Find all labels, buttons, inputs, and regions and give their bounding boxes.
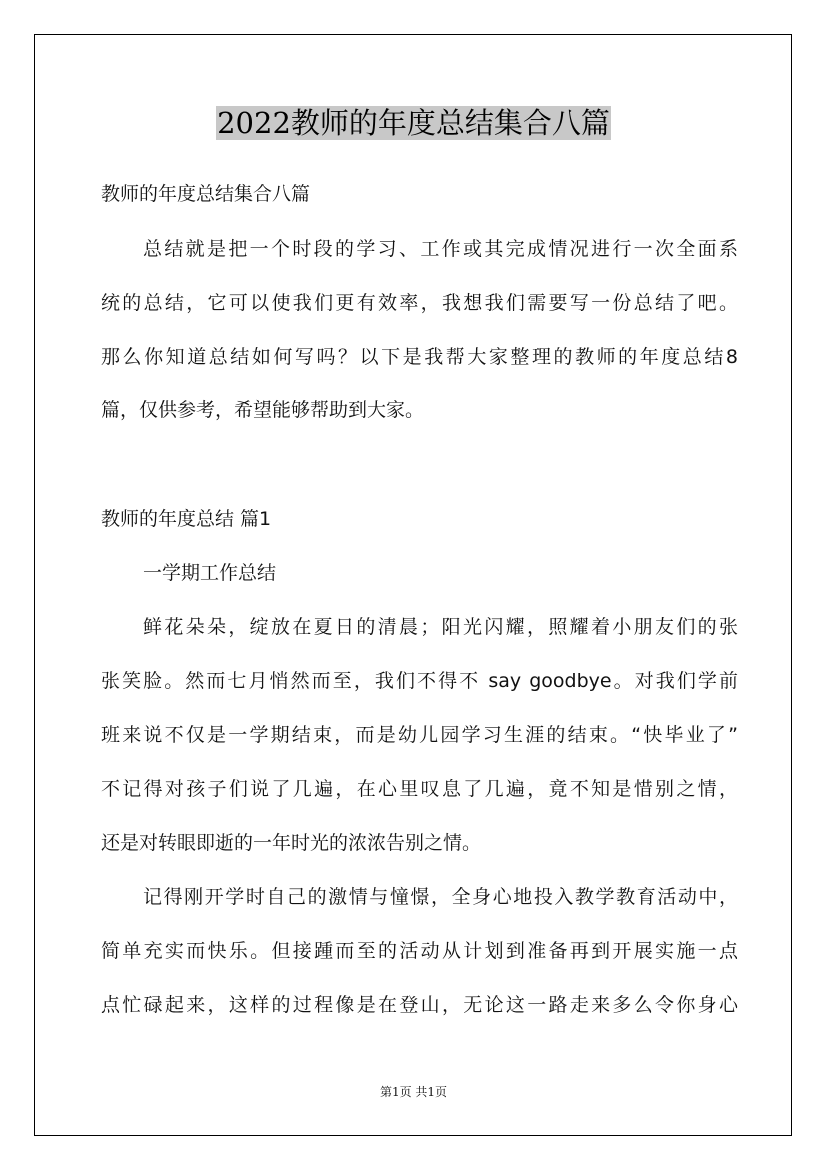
para1-line-2: 张笑脸。然而七月悄然而至，我们不得不 say goodbye。对我们学前 [101,670,738,692]
para1-line-1: 鲜花朵朵，绽放在夏日的清晨；阳光闪耀，照耀着小朋友们的张 [143,616,738,638]
para1-line-4: 不记得对孩子们说了几遍，在心里叹息了几遍，竟不知是惜别之情， [101,778,738,800]
para1-line-5: 还是对转眼即逝的一年时光的浓浓告别之情。 [101,832,482,854]
intro-line-2: 统的总结，它可以使我们更有效率，我想我们需要写一份总结了吧。 [101,292,738,314]
section-heading: 教师的年度总结 篇1 [101,508,272,530]
para2-line-1: 记得刚开学时自己的激情与憧憬，全身心地投入教学教育活动中， [143,886,738,908]
page-footer: 第1页 共1页 [379,1085,448,1099]
para2-line-2: 简单充实而快乐。但接踵而至的活动从计划到准备再到开展实施一点 [101,940,738,962]
para1-line-3: 班来说不仅是一学期结束，而是幼儿园学习生涯的结束。“快毕业了” [101,724,738,746]
section-subheading: 一学期工作总结 [143,562,277,584]
intro-line-1: 总结就是把一个时段的学习、工作或其完成情况进行一次全面系 [143,238,738,260]
document-subtitle: 教师的年度总结集合八篇 [101,183,311,205]
document-title: 2022教师的年度总结集合八篇 [217,106,610,140]
intro-line-3: 那么你知道总结如何写吗？以下是我帮大家整理的教师的年度总结8 [101,346,738,368]
intro-line-4: 篇，仅供参考，希望能够帮助到大家。 [101,399,425,421]
para2-line-3: 点忙碌起来，这样的过程像是在登山，无论这一路走来多么令你身心 [101,994,738,1016]
